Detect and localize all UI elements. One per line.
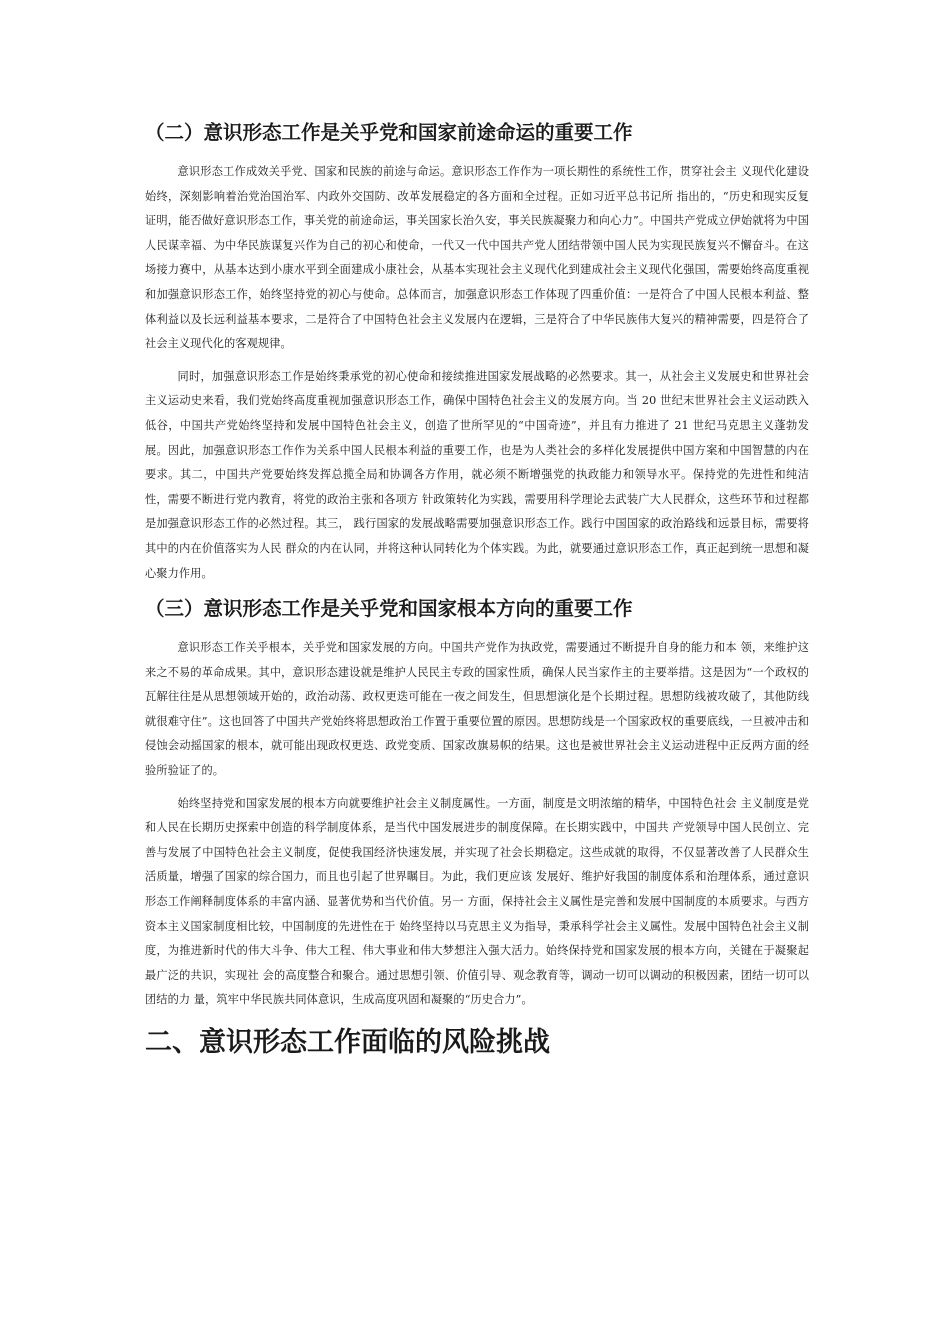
chapter-heading: 二、意识形态工作面临的风险挑战 bbox=[145, 1027, 550, 1058]
section-heading: （二）意识形态工作是关乎党和国家前途命运的重要工作 bbox=[145, 121, 633, 144]
paragraph: 意识形态工作成效关乎党、国家和民族的前途与命运。意识形态工作作为一项长期性的系统性工作，贯穿社会主 义现代化建设始终，深刻影响着治党治国治军、内政外交国防、改革发展稳定的各方面和全过程。正如习近平总书记所 指出的，“历史和现实反复证明，能否做好意识形态工作，事关党的前途命运，事关国家长治久安，事关民族凝聚力和向心力”。中国共产党成立伊始就将为中国人民谋幸福、为中华民族谋复兴作为自己的初心和使命，一代又一代中国共产党人团结带领中国人民为实现民族复兴不懈奋斗。在这场接力赛中，从基本达到小康水平到全面建成小康社会，从基本实现社会主义现代化到建成社会主义现代化强国，需要始终高度重视和加强意识形态工作，始终坚持党的初心与使命。总体而言，加强意识形态工作体现了四重价值：一是符合了中国人民根本利益、整体利益以及长远利益基本要求，二是符合了中国特色社会主义发展内在逻辑，三是符合了中华民族伟大复兴的精神需要，四是符合了社会主义现代化的客观规律。 bbox=[145, 165, 809, 351]
section-heading: （三）意识形态工作是关乎党和国家根本方向的重要工作 bbox=[145, 597, 633, 621]
paragraph: 同时，加强意识形态工作是始终秉承党的初心使命和接续推进国家发展战略的必然要求。其一，从社会主义发展史和世界社会主义运动史来看，我们党始终高度重视加强意识形态工作，确保中国特色社会主义的发展方向。当 20 世纪末世界社会主义运动跌入低谷，中国共产党始终坚持和发展中国特色社会主义，创造了世所罕见的“中国奇迹”，并且有力推进了 21 世纪马克思主义蓬勃发展。因此，加强意识形态工作作为关系中国人民根本利益的重要工作，也是为人类社会的多样化发展提供中国方案和中国智慧的内在要求。其二，中国共产党要始终发挥总揽全局和协调各方作用，就必须不断增强党的执政能力和领导水平。保持党的先进性和纯洁性，需要不断进行党内教育，将党的政治主张和各项方 针政策转化为实践，需要用科学理论去武装广大人民群众，这些环节和过程都是加强意识形态工作的必然过程。其三， 践行国家的发展战略需要加强意识形态工作。践行中国国家的政治路线和远景目标，需要将其中的内在价值落实为人民 群众的内在认同，并将这种认同转化为个体实践。为此，就要通过意识形态工作，真正起到统一思想和凝心聚力作用。 bbox=[145, 369, 809, 580]
paragraph: 始终坚持党和国家发展的根本方向就要维护社会主义制度属性。一方面，制度是文明浓缩的精华，中国特色社会 主义制度是党和人民在长期历史探索中创造的科学制度体系，是当代中国发展进步的制度保障。在长期实践中，中国共 产党领导中国人民创立、完善与发展了中国特色社会主义制度，促使我国经济快速发展，并实现了社会长期稳定。这些成就的取得，不仅显著改善了人民群众生活质量，增强了国家的综合国力，而且也引起了世界瞩目。为此，我们更应该 发展好、维护好我国的制度体系和治理体系，通过意识形态工作阐释制度体系的丰富内涵、显著优势和当代价值。另一 方面，保持社会主义属性是完善和发展中国制度的本质要求。与西方资本主义国家制度相比较，中国制度的先进性在于 始终坚持以马克思主义为指导，秉承科学社会主义属性。发展中国特色社会主义制度，为推进新时代的伟大斗争、伟大工程、伟大事业和伟大梦想注入强大活力。始终保持党和国家发展的根本方向，关键在于凝聚起最广泛的共识，实现社 会的高度整合和聚合。通过思想引领、价值引导、观念教育等，调动一切可以调动的积极因素，团结一切可以团结的力 量，筑牢中华民族共同体意识，生成高度巩固和凝聚的“历史合力”。 bbox=[145, 796, 809, 1007]
paragraph: 意识形态工作关乎根本，关乎党和国家发展的方向。中国共产党作为执政党，需要通过不断提升自身的能力和本 领，来维护这来之不易的革命成果。其中，意识形态建设就是维护人民民主专政的国家性质，确保人民当家作主的主要举措。这是因为“一个政权的瓦解往往是从思想领域开始的，政治动荡、政权更迭可能在一夜之间发生，但思想演化是个长期过程。思想防线被攻破了，其他防线就很难守住”。这也回答了中国共产党始终将思想政治工作置于重要位置的原因。思想防线是一个国家政权的重要底线，一旦被冲击和侵蚀会动摇国家的根本，就可能出现政权更迭、政党变质、国家改旗易帜的结果。这也是被世界社会主义运动进程中正反两方面的经验所验证了的。 bbox=[145, 641, 809, 778]
document-page bbox=[145, 118, 809, 1063]
